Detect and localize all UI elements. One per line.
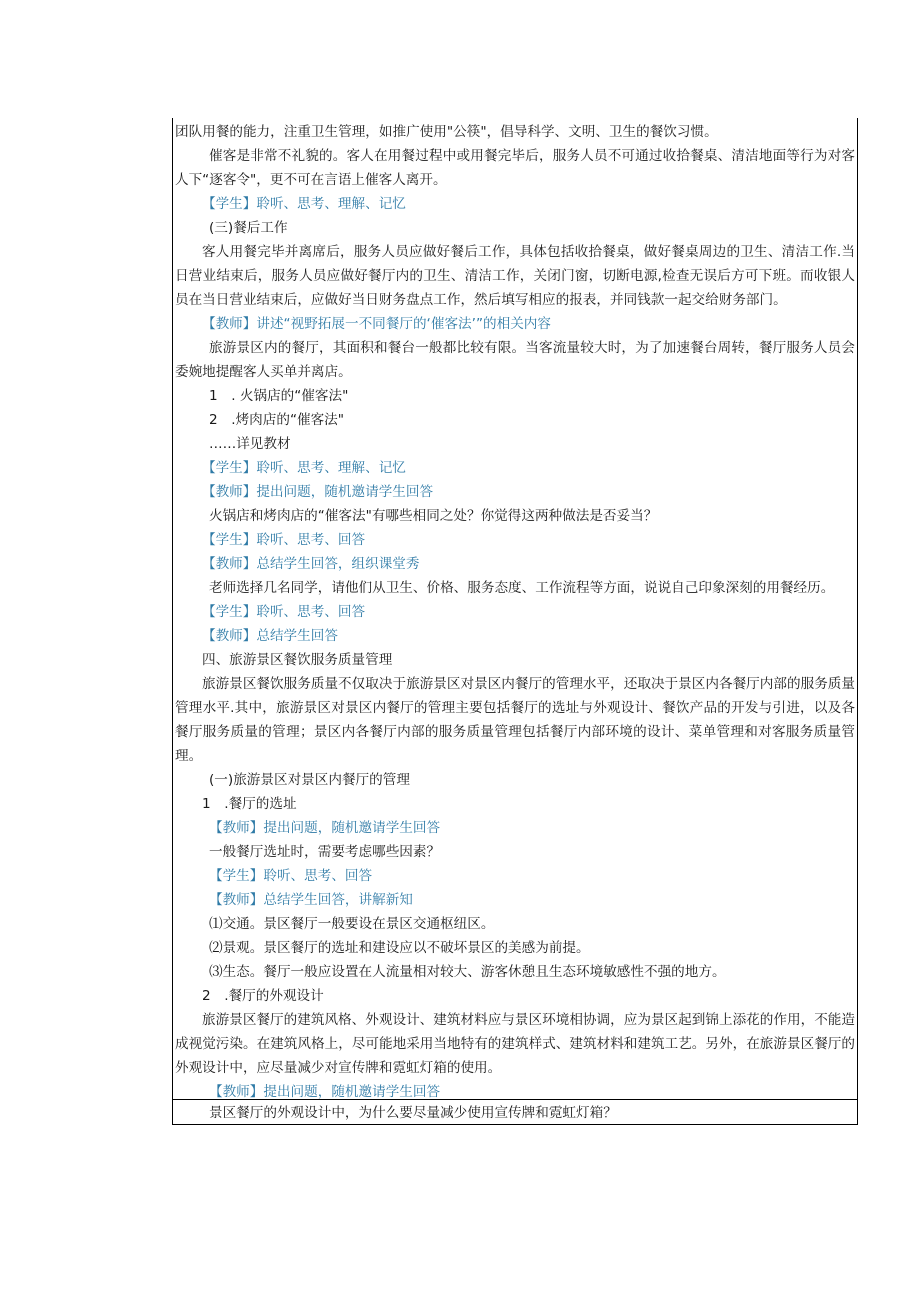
paragraph: 团队用餐的能力，注重卫生管理，如推广使用"公筷"，倡导科学、文明、卫生的餐饮习惯。 [175,124,718,140]
paragraph: 四、旅游景区餐饮服务质量管理 [202,652,393,668]
role-annotation: 【教师】讲述“视野拓展一不同餐厅的‘催客法’”的相关内容 [202,316,551,332]
paragraph: 旅游景区餐厅的建筑风格、外观设计、建筑材料应与景区环境相协调，应为景区起到锦上添花的作用，不能造成视觉污染。在建筑风格上，尽可能地采用当地特有的建筑样式、建筑材料和建筑工艺。另外，在旅游景区餐厅的外观设计中，应尽量减少对宣传牌和霓虹灯箱的使用。 [175,1012,855,1076]
paragraph: (一)旅游景区对景区内餐厅的管理 [209,772,410,788]
paragraph: (三)餐后工作 [209,220,288,236]
paragraph: 2 .餐厅的外观设计 [202,988,324,1004]
paragraph: 一般餐厅选址时，需要考虑哪些因素？ [209,844,441,860]
lesson-content-cell [175,120,855,1104]
paragraph: 火锅店和烤肉店的“催客法"有哪些相同之处？你觉得这两种做法是否妥当？ [209,508,658,524]
role-annotation: 【学生】聆听、思考、回答 [202,604,366,620]
role-annotation: 【学生】聆听、思考、回答 [202,532,366,548]
paragraph: 2 .烤肉店的“催客法" [209,412,345,428]
role-annotation: 【教师】提出问题，随机邀请学生回答 [209,820,441,836]
role-annotation: 【学生】聆听、思考、回答 [209,868,373,884]
paragraph: 1 . 火锅店的“催客法" [209,388,349,404]
role-annotation: 【教师】总结学生回答，组织课堂秀 [202,556,420,572]
paragraph: 催客是非常不礼貌的。客人在用餐过程中或用餐完毕后，服务人员不可通过收拾餐桌、清洁地面等行为对客人下“逐客令"，更不可在言语上催客人离开。 [175,148,855,188]
role-annotation: 【学生】聆听、思考、理解、记忆 [202,196,406,212]
paragraph: 老师选择几名同学，请他们从卫生、价格、服务态度、工作流程等方面，说说自己印象深刻的用餐经历。 [209,580,835,596]
role-annotation: 【学生】聆听、思考、理解、记忆 [202,460,406,476]
paragraph: 旅游景区餐饮服务质量不仅取决于旅游景区对景区内餐厅的管理水平，还取决于景区内各餐厅内部的服务质量管理水平.其中，旅游景区对景区内餐厅的管理主要包括餐厅的选址与外观设计、餐饮产品的开发与引进，以及各餐厅服务质量的管理；景区内各餐厅内部的服务质量管理包括餐厅内部环境的设计、菜单管理和对客服务质量管理。 [175,676,855,764]
paragraph: 景区餐厅的外观设计中，为什么要尽量减少使用宣传牌和霓虹灯箱？ [209,1105,617,1121]
paragraph: ⑵景观。景区餐厅的选址和建设应以不破坏景区的美感为前提。 [209,940,590,956]
paragraph: 客人用餐完毕并离席后，服务人员应做好餐后工作，具体包括收拾餐桌，做好餐桌周边的卫生、清洁工作.当日营业结束后，服务人员应做好餐厅内的卫生、清洁工作，关闭门窗，切断电源,检查无误后方可下班。而收银人员在当日营业结束后，应做好当日财务盘点工作，然后填写相应的报表，并同钱款一起交给财务部门。 [175,244,855,308]
role-annotation: 【教师】提出问题，随机邀请学生回答 [209,1084,441,1100]
paragraph: ⑶生态。餐厅一般应设置在人流量相对较大、游客休憩且生态环境敏感性不强的地方。 [209,964,726,980]
paragraph: ……详见教材 [209,436,291,452]
role-annotation: 【教师】总结学生回答，讲解新知 [209,892,413,908]
lesson-next-row [175,1101,855,1125]
paragraph: 1 .餐厅的选址 [202,796,297,812]
role-annotation: 【教师】提出问题，随机邀请学生回答 [202,484,434,500]
paragraph: 旅游景区内的餐厅，其面积和餐台一般都比较有限。当客流量较大时，为了加速餐台周转，餐厅服务人员会委婉地提醒客人买单并离店。 [175,340,855,380]
role-annotation: 【教师】总结学生回答 [202,628,338,644]
paragraph: ⑴交通。景区餐厅一般要设在景区交通枢纽区。 [209,916,495,932]
